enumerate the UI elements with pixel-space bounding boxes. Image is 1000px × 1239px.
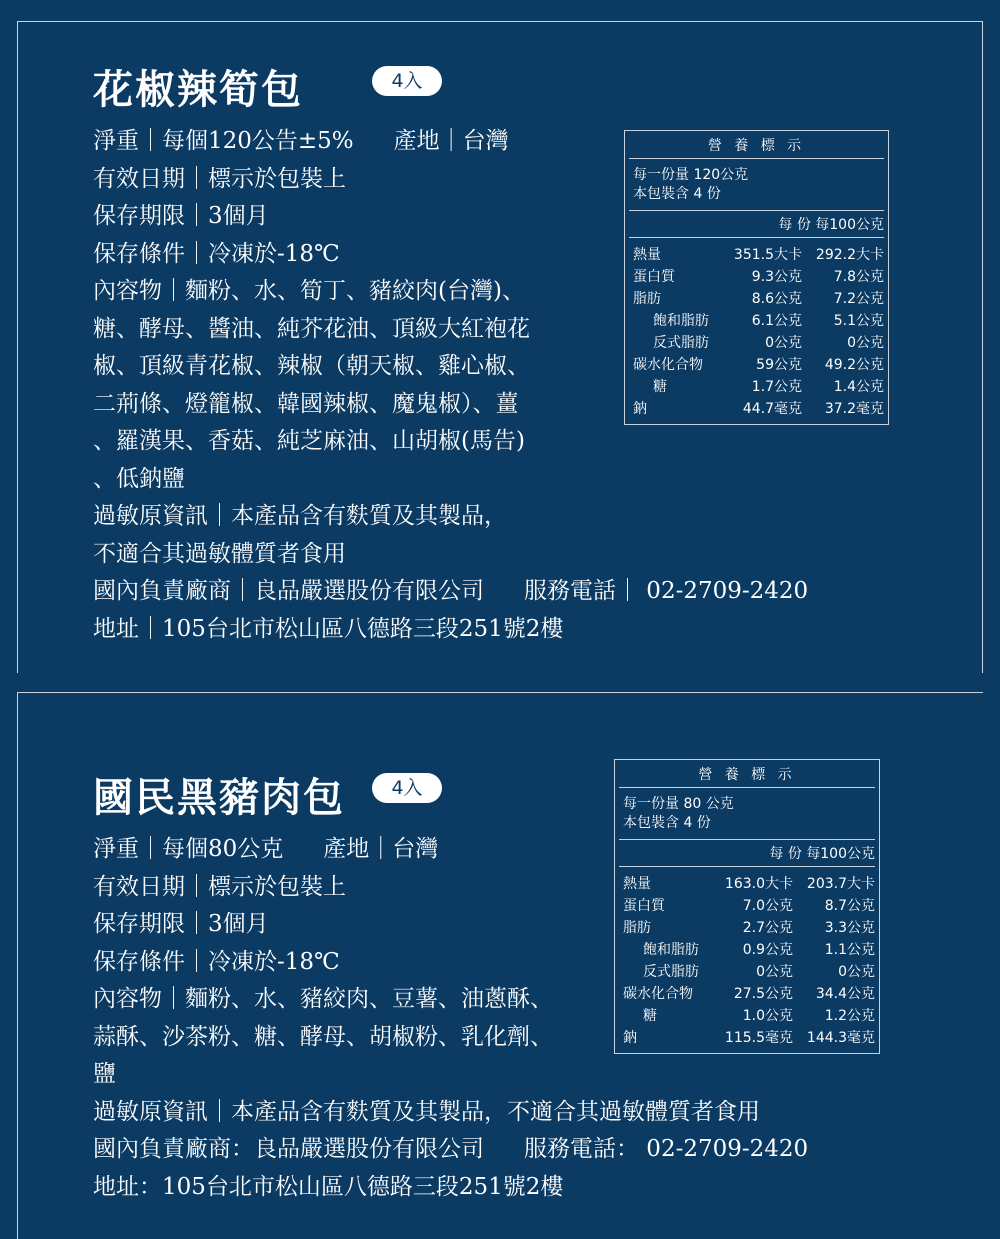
nutrition-rows (629, 238, 884, 424)
nutrition-row (619, 1005, 875, 1027)
per-serving-value: 0.9公克 (742, 942, 793, 958)
ingredients-line: 、低鈉鹽 (93, 465, 185, 492)
nutrition-columns: 每 份 每100公克 (629, 211, 884, 238)
nutrient-name: 脂肪 (623, 920, 651, 936)
per-serving-value: 9.3公克 (751, 269, 802, 285)
quantity-badge-1: 4入 (372, 66, 442, 96)
storage: 保存條件｜冷凍於-18℃ (93, 240, 340, 267)
nutrition-header: 營 養 標 示 (629, 131, 884, 159)
per-100g-value: 37.2毫克 (824, 401, 884, 417)
nutrient-name: 糖 (653, 379, 667, 395)
per-100g-value: 0公克 (838, 964, 875, 980)
nutrition-columns: 每 份 每100公克 (619, 840, 875, 867)
nutrient-name: 鈉 (623, 1030, 637, 1046)
nutrition-header: 營 養 標 示 (619, 760, 875, 788)
per-serving-value: 59公克 (756, 357, 802, 373)
address: 地址｜105台北市松山區八德路三段251號2樓 (93, 615, 564, 642)
nutrition-row (619, 961, 875, 983)
ingredients-line: 蒜酥、沙茶粉、糖、酵母、胡椒粉、乳化劑、 (93, 1023, 553, 1050)
product-title-1: 花椒辣筍包 (93, 66, 303, 113)
nutrition-row (619, 895, 875, 917)
nutrient-name: 反式脂肪 (653, 335, 709, 351)
per-100g-value: 34.4公克 (815, 986, 875, 1002)
per-serving-value: 163.0大卡 (724, 876, 793, 892)
expiry: 有效日期｜標示於包裝上 (93, 873, 346, 900)
per-100g-value: 5.1公克 (833, 313, 884, 329)
nutrient-name: 熱量 (623, 876, 651, 892)
nutrition-row (619, 939, 875, 961)
ingredients-line: 、羅漢果、香菇、純芝麻油、山胡椒(馬告) (93, 428, 525, 454)
address: 地址：105台北市松山區八德路三段251號2樓 (93, 1173, 564, 1200)
nutrition-row (619, 983, 875, 1005)
servings-per-pack: 本包裝含 4 份 (623, 815, 711, 831)
nutrition-row (619, 1027, 875, 1049)
per-serving-value: 351.5大卡 (733, 247, 802, 263)
per-serving-value: 6.1公克 (751, 313, 802, 329)
nutrition-row (629, 332, 884, 354)
service-phone: 服務電話｜ 02-2709-2420 (524, 578, 809, 604)
nutrition-table-1 (624, 130, 889, 425)
allergen-line: 過敏原資訊｜本產品含有麩質及其製品，不適合其過敏體質者食用 (93, 1098, 760, 1125)
ingredients-line: 內容物｜麵粉、水、筍丁、豬絞肉(台灣)、 (93, 278, 525, 304)
per-serving-value: 8.6公克 (751, 291, 802, 307)
ingredients-line: 椒、頂級青花椒、辣椒（朝天椒、雞心椒、 (93, 353, 530, 379)
per-100g-value: 1.2公克 (824, 1008, 875, 1024)
nutrition-serving (619, 788, 875, 840)
per-100g-value: 49.2公克 (824, 357, 884, 373)
shelf-life: 保存期限｜3個月 (93, 203, 269, 229)
nutrition-rows (619, 867, 875, 1053)
per-100g-value: 7.2公克 (833, 291, 884, 307)
nutrient-name: 蛋白質 (623, 898, 665, 914)
nutrient-name: 脂肪 (633, 291, 661, 307)
nutrient-name: 飽和脂肪 (653, 313, 709, 329)
nutrient-name: 碳水化合物 (623, 986, 693, 1002)
allergen-line: 過敏原資訊｜本產品含有麩質及其製品， (93, 503, 507, 529)
nutrient-name: 碳水化合物 (633, 357, 703, 373)
serving-size: 每一份量 80 公克 (623, 796, 734, 812)
per-100g-value: 3.3公克 (824, 920, 875, 936)
per-serving-value: 2.7公克 (742, 920, 793, 936)
nutrient-name: 糖 (643, 1008, 657, 1024)
nutrition-row (629, 376, 884, 398)
manufacturer: 國內負責廠商：良品嚴選股份有限公司 (93, 1136, 484, 1162)
nutrition-serving (629, 159, 884, 211)
per-100g-value: 1.1公克 (824, 942, 875, 958)
per-serving-value: 27.5公克 (733, 986, 793, 1002)
nutrition-row (629, 266, 884, 288)
ingredients-line: 糖、酵母、醬油、純芥花油、頂級大紅袍花 (93, 315, 530, 342)
per-serving-value: 7.0公克 (742, 898, 793, 914)
per-serving-value: 0公克 (765, 335, 802, 351)
shelf-life: 保存期限｜3個月 (93, 911, 269, 937)
ingredients-line: 內容物｜麵粉、水、豬絞肉、豆薯、油蔥酥、 (93, 986, 553, 1012)
quantity-badge-2: 4入 (372, 773, 442, 803)
net-weight: 淨重｜每個120公告±5% (93, 128, 354, 154)
nutrition-row (629, 288, 884, 310)
nutrition-row (629, 244, 884, 266)
per-serving-value: 0公克 (756, 964, 793, 980)
nutrition-row (629, 398, 884, 420)
per-100g-value: 1.4公克 (833, 379, 884, 395)
nutrient-name: 熱量 (633, 247, 661, 263)
serving-size: 每一份量 120公克 (633, 167, 749, 183)
ingredients-line: 鹽 (93, 1061, 116, 1087)
nutrient-name: 蛋白質 (633, 269, 675, 285)
per-serving-value: 1.0公克 (742, 1008, 793, 1024)
product-title-2: 國民黑豬肉包 (93, 774, 345, 821)
per-100g-value: 292.2大卡 (815, 247, 884, 263)
net-weight: 淨重｜每個80公克 (93, 836, 284, 862)
ingredients-line: 二荊條、燈籠椒、韓國辣椒、魔鬼椒）、薑 (93, 390, 519, 417)
nutrition-row (619, 873, 875, 895)
nutrition-row (619, 917, 875, 939)
per-100g-value: 8.7公克 (824, 898, 875, 914)
per-100g-value: 203.7大卡 (806, 876, 875, 892)
nutrition-row (629, 354, 884, 376)
manufacturer: 國內負責廠商｜良品嚴選股份有限公司 (93, 578, 484, 604)
per-serving-value: 44.7毫克 (742, 401, 802, 417)
per-serving-value: 1.7公克 (751, 379, 802, 395)
storage: 保存條件｜冷凍於-18℃ (93, 948, 340, 975)
nutrient-name: 鈉 (633, 401, 647, 417)
allergen-line: 不適合其過敏體質者食用 (93, 540, 346, 567)
nutrition-row (629, 310, 884, 332)
service-phone: 服務電話： 02-2709-2420 (524, 1136, 809, 1162)
per-100g-value: 7.8公克 (833, 269, 884, 285)
origin: 產地｜台灣 (393, 128, 509, 154)
nutrition-table-2 (614, 759, 880, 1054)
nutrient-name: 反式脂肪 (643, 964, 699, 980)
expiry: 有效日期｜標示於包裝上 (93, 165, 346, 192)
nutrient-name: 飽和脂肪 (643, 942, 699, 958)
per-serving-value: 115.5毫克 (724, 1030, 793, 1046)
servings-per-pack: 本包裝含 4 份 (633, 186, 721, 202)
per-100g-value: 144.3毫克 (806, 1030, 875, 1046)
per-100g-value: 0公克 (847, 335, 884, 351)
origin: 產地｜台灣 (323, 836, 439, 862)
